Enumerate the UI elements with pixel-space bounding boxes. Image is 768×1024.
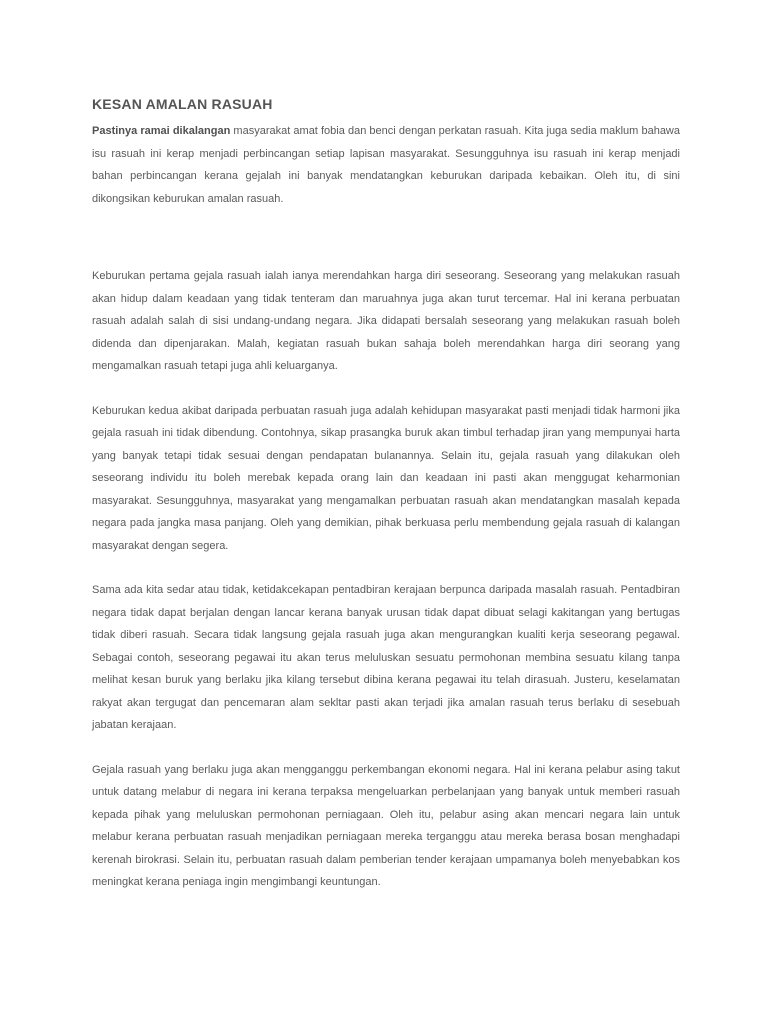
paragraph-1: Keburukan pertama gejala rasuah ialah ianya merendahkan harga diri seseorang. Seseorang yang melakukan rasuah akan hidup dalam keadaan yang tidak tenteram dan maruahnya juga akan turut tercemar. Hal ini kerana perbuatan rasuah adalah salah di sisi undang-undang negara. Jika didapati bersalah seseorang yang melakukan rasuah boleh didenda dan dipenjarakan. Malah, kegiatan rasuah bukan sahaja boleh merendahkan harga diri seorang yang mengamalkan rasuah tetapi juga ahli keluarganya. xyxy=(92,270,680,372)
paragraph-2: Keburukan kedua akibat daripada perbuatan rasuah juga adalah kehidupan masyarakat pasti menjadi tidak harmoni jika gejala rasuah ini tidak dibendung. Contohnya, sikap prasangka buruk akan timbul terhadap jiran yang mempunyai harta yang banyak tetapi tidak sesuai dengan pendapatan bulanannya. Selain itu, gejala rasuah yang dilakukan oleh seseorang individu itu boleh merebak kepada orang lain dan keadaan ini pasti akan menggugat keharmonian masyarakat. Sesungguhnya, masyarakat yang mengamalkan perbuatan rasuah akan mendatangkan masalah kepada negara pada jangka masa panjang. Oleh yang demikian, pihak berkuasa perlu membendung gejala rasuah di kalangan masyarakat dengan segera. xyxy=(92,404,680,552)
intro-lead-text: Pastinya ramai dikalangan xyxy=(92,125,231,137)
paragraph-4: Gejala rasuah yang berlaku juga akan mengganggu perkembangan ekonomi negara. Hal ini kerana pelabur asing takut untuk datang melabur di negara ini kerana terpaksa mengeluarkan perbelanjaan yang banyak untuk memberi rasuah kepada pihak yang meluluskan permohonan perniagaan. Oleh itu, pelabur asing akan mencari negara lain untuk melabur kerana perbuatan rasuah menjadikan perniagaan mereka terganggu atau mereka berasa bosan menghadapi kerenah birokrasi. Selain itu, perbuatan rasuah dalam pemberian tender kerajaan umpamanya boleh menyebabkan kos meningkat kerana peniaga ingin mengimbangi keuntungan. xyxy=(92,763,680,888)
paragraph-3: Sama ada kita sedar atau tidak, ketidakcekapan pentadbiran kerajaan berpunca daripada masalah rasuah. Pentadbiran negara tidak dapat berjalan dengan lancar kerana banyak urusan tidak dapat dibuat selagi kakitangan yang bertugas tidak diberi rasuah. Secara tidak langsung gejala rasuah juga akan mengurangkan kualiti kerja seseorang pegawal. Sebagai contoh, seseorang pegawai itu akan terus meluluskan sesuatu permohonan membina sesuatu kilang tanpa melihat kesan buruk yang berlaku jika kilang tersebut dibina kerana pegawai itu telah dirasuah. Justeru, keselamatan rakyat akan tergugat dan pencemaran alam sekltar pasti akan terjadi jika amalan rasuah terus berlaku di sesebuah jabatan kerajaan. xyxy=(92,584,680,731)
intro-body-text: masyarakat amat fobia dan benci dengan perkatan rasuah. Kita juga sedia maklum bahawa isu rasuah ini kerap menjadi perbincangan setiap lapisan masyarakat. Sesungguhnya isu rasuah ini kerap menjadi bahan perbincangan kerana gejalah ini banyak mendatangkan keburukan daripada kebaikan. Oleh itu, di sini dikongsikan keburukan amalan rasuah. xyxy=(92,125,680,205)
document-title: KESAN AMALAN RASUAH xyxy=(92,96,273,112)
intro-paragraph xyxy=(92,120,680,210)
